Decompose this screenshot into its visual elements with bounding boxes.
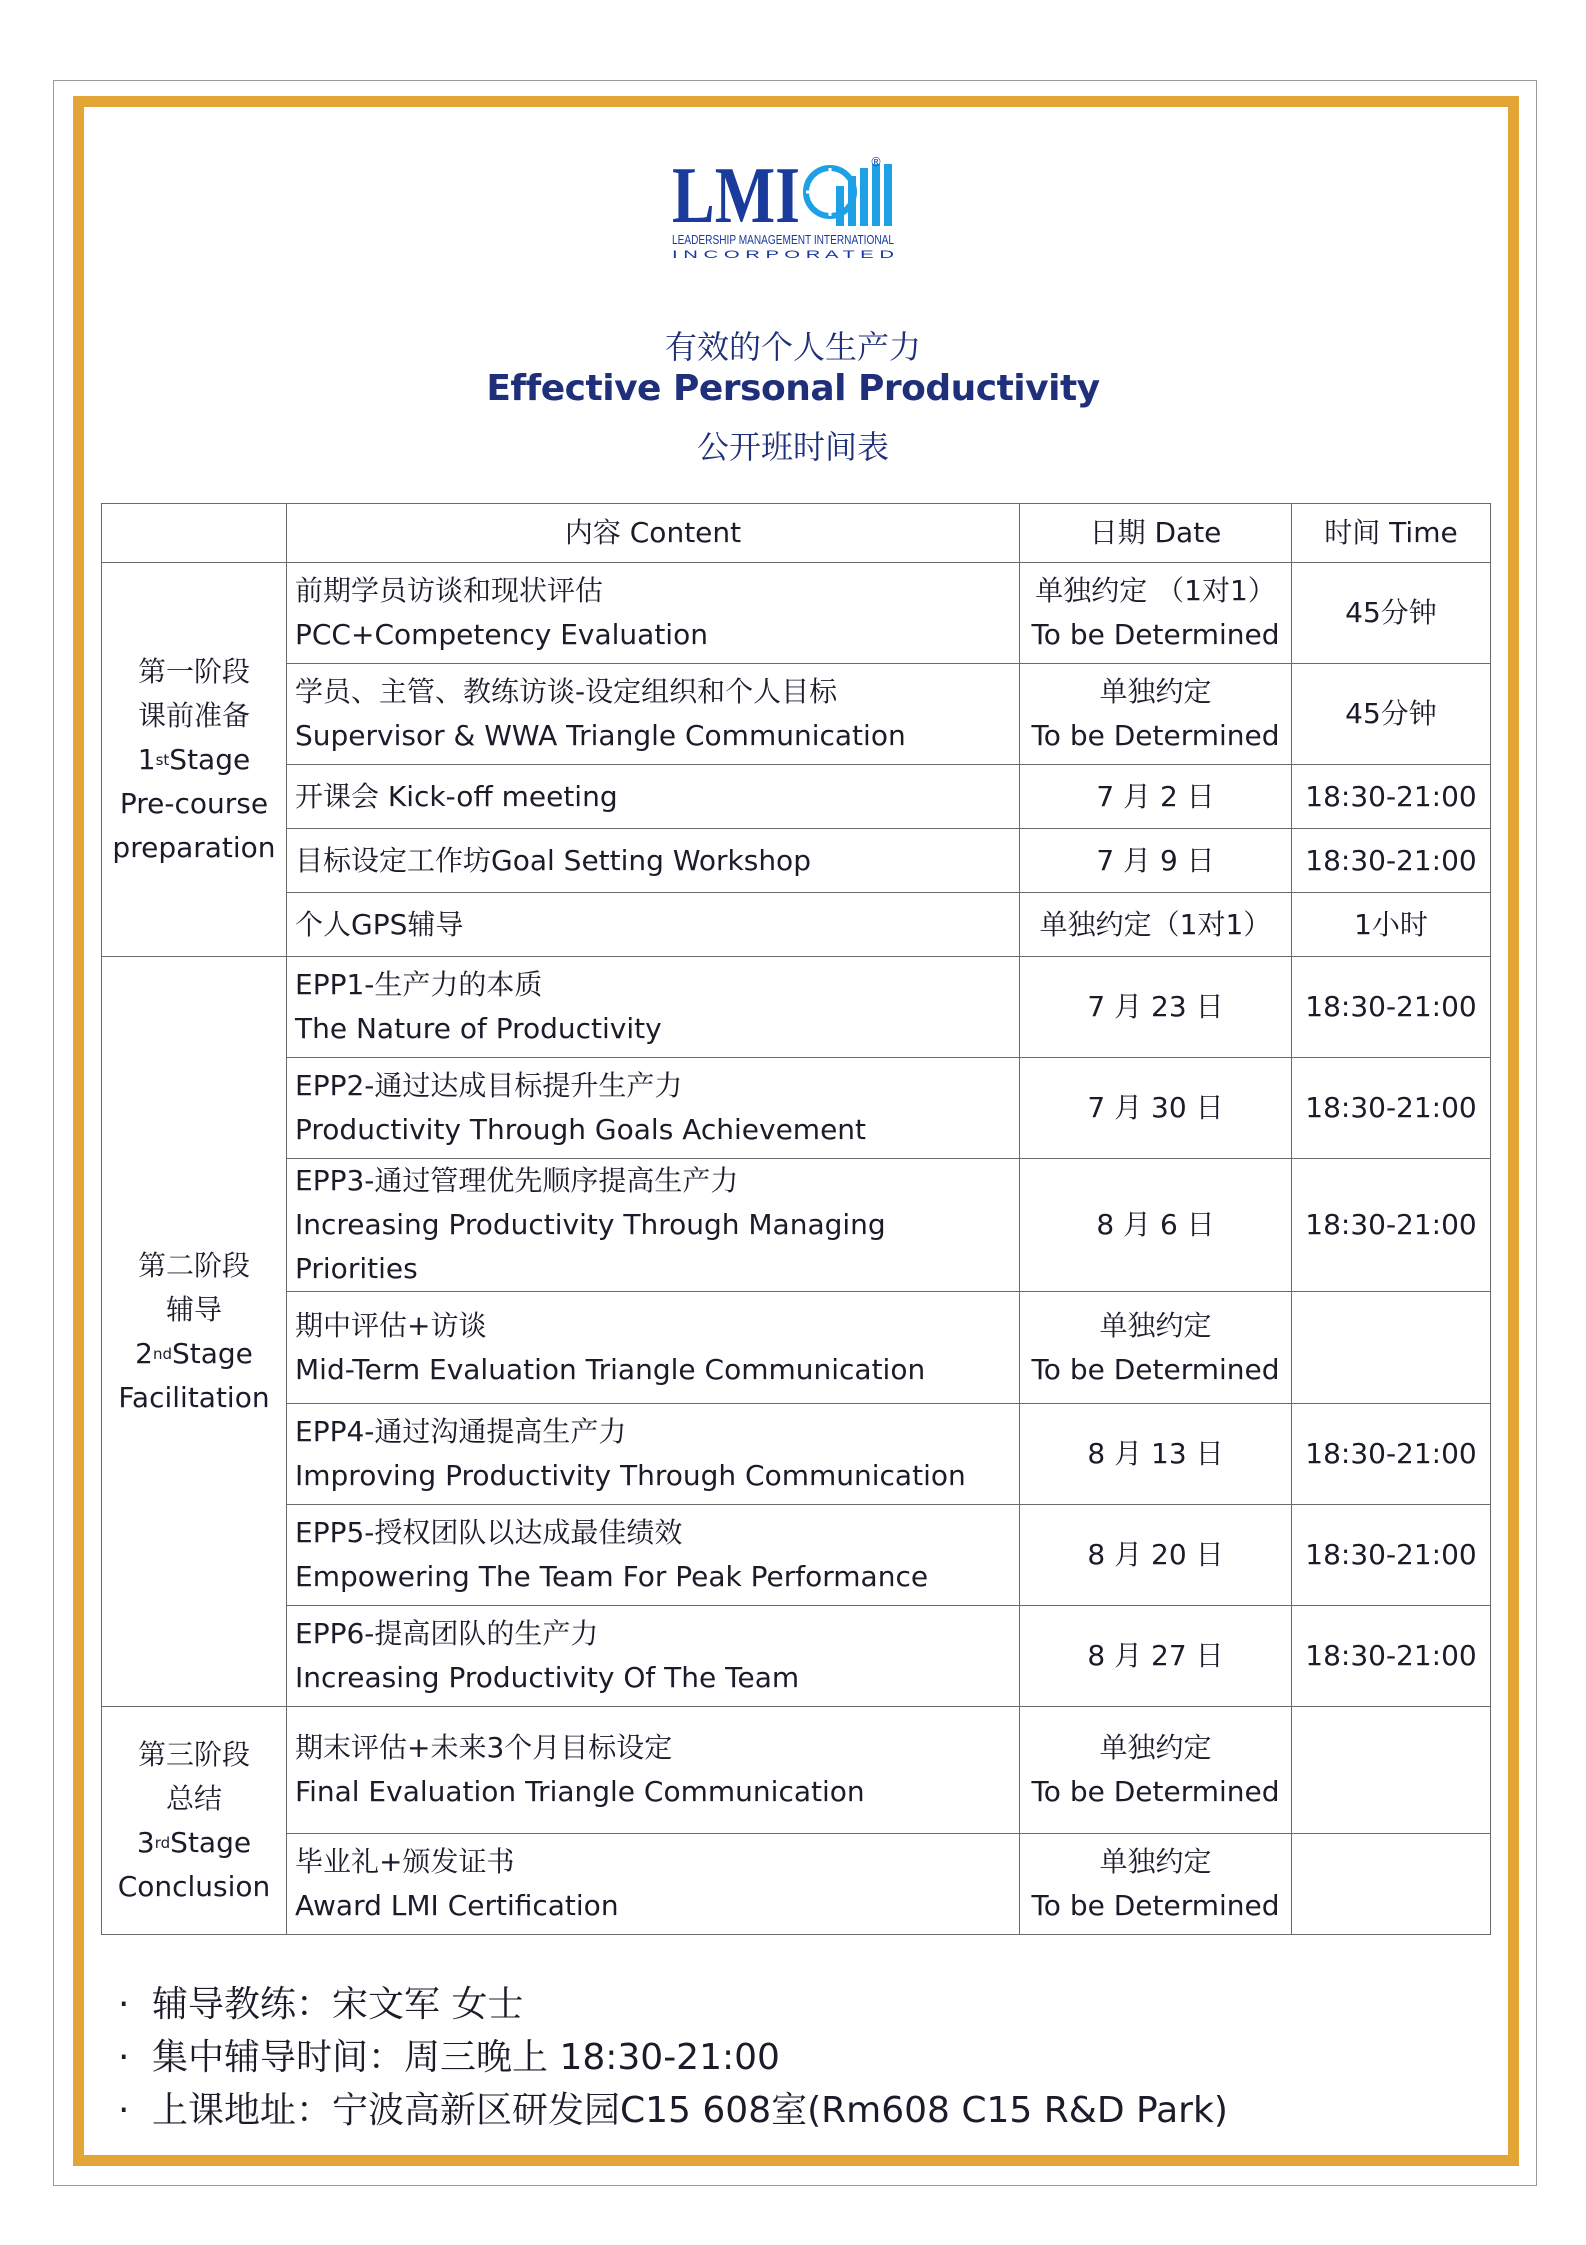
stage-3-label xyxy=(102,1821,286,1865)
stage-1-label xyxy=(102,738,286,782)
header-stage xyxy=(102,504,287,563)
footer-coach-text: 辅导教练：宋文军 女士 xyxy=(152,1984,524,2025)
stage-2-label xyxy=(102,1332,286,1376)
date-cell xyxy=(1020,1292,1292,1404)
content-en: Mid-Term Evaluation Triangle Communication xyxy=(295,1352,926,1386)
stage-2-num: 2 xyxy=(135,1336,153,1370)
date-cell: 单独约定（1对1） xyxy=(1020,893,1292,957)
subtitle-schedule: 公开班时间表 xyxy=(696,428,889,466)
content-cn: EPP2-通过达成目标提升生产力 xyxy=(295,1069,683,1102)
stage-3-en1: Conclusion xyxy=(117,1869,271,1903)
table-row xyxy=(102,1505,1491,1606)
stage-2-cell xyxy=(102,957,287,1707)
date-cell: 7 月 30 日 xyxy=(1020,1058,1292,1159)
date-cell: 7 月 2 日 xyxy=(1020,765,1292,829)
content-cn: 毕业礼+颁发证书 xyxy=(295,1845,515,1878)
time-cell xyxy=(1292,1834,1491,1935)
date-en: To be Determined xyxy=(1031,719,1280,752)
time-cell: 18:30-21:00 xyxy=(1292,829,1491,893)
footer-address xyxy=(118,2082,1228,2133)
header-date: 日期 Date xyxy=(1020,504,1292,563)
table-row xyxy=(102,1404,1491,1505)
schedule-table xyxy=(101,503,1491,1935)
time-cell xyxy=(1292,1707,1491,1834)
content-cell: 目标设定工作坊Goal Setting Workshop xyxy=(287,829,1020,893)
time-cell: 45分钟 xyxy=(1292,664,1491,765)
registered-mark: ® xyxy=(870,155,882,169)
content-en: Productivity Through Goals Achievement xyxy=(295,1113,867,1146)
stage-3-sup: rd xyxy=(154,1833,171,1852)
content-cell xyxy=(287,1292,1020,1404)
lmi-logo-mark: LMI xyxy=(672,152,800,240)
stage-1-cell xyxy=(102,563,287,957)
bullet-icon: · xyxy=(118,2037,130,2078)
content-cell xyxy=(287,664,1020,765)
content-cell xyxy=(287,1606,1020,1707)
date-cn: 单独约定 xyxy=(1099,1731,1212,1764)
time-cell: 18:30-21:00 xyxy=(1292,1159,1491,1292)
content-cell xyxy=(287,1707,1020,1834)
header-time: 时间 Time xyxy=(1292,504,1491,563)
content-cn: EPP5-授权团队以达成最佳绩效 xyxy=(295,1516,683,1549)
time-cell: 18:30-21:00 xyxy=(1292,765,1491,829)
stage-3-cn2: 总结 xyxy=(165,1781,222,1815)
stage-2-cn2: 辅导 xyxy=(165,1292,222,1326)
time-cell: 1小时 xyxy=(1292,893,1491,957)
date-cn: 单独约定 xyxy=(1099,1308,1212,1342)
stage-2-cn1: 第二阶段 xyxy=(137,1248,250,1282)
content-cell xyxy=(287,1834,1020,1935)
lmi-logo-line1: LEADERSHIP MANAGEMENT INTERNATIONAL xyxy=(672,232,894,247)
title-chinese: 有效的个人生产力 xyxy=(664,328,921,366)
content-en: Final Evaluation Triangle Communication xyxy=(295,1775,865,1808)
content-en: The Nature of Productivity xyxy=(295,1012,662,1045)
stage-1-cn2: 课前准备 xyxy=(137,698,250,732)
content-cn: 前期学员访谈和现状评估 xyxy=(295,574,604,607)
content-cell xyxy=(287,1058,1020,1159)
content-en-2: Priorities xyxy=(295,1252,418,1285)
date-cell xyxy=(1020,563,1292,664)
footer-coach xyxy=(118,1976,523,2027)
stage-3-cn1: 第三阶段 xyxy=(137,1737,250,1771)
time-cell: 18:30-21:00 xyxy=(1292,1404,1491,1505)
date-cn: 单独约定 （1对1） xyxy=(1035,574,1276,607)
content-cell: 开课会 Kick-off meeting xyxy=(287,765,1020,829)
table-row xyxy=(102,664,1491,765)
content-en: Improving Productivity Through Communication xyxy=(295,1459,966,1492)
stage-2-word: Stage xyxy=(171,1336,253,1370)
lmi-logo-line2: I N C O R P O R A T E D xyxy=(672,249,895,261)
table-row xyxy=(102,765,1491,829)
content-en: Increasing Productivity Through Managing xyxy=(295,1208,886,1241)
bullet-icon: · xyxy=(118,2090,130,2131)
content-cn: 期中评估+访谈 xyxy=(295,1308,487,1342)
header-content: 内容 Content xyxy=(287,504,1020,563)
table-row xyxy=(102,1834,1491,1935)
globe-icon xyxy=(806,164,892,226)
date-en: To be Determined xyxy=(1031,618,1280,651)
time-cell: 18:30-21:00 xyxy=(1292,1505,1491,1606)
content-cell xyxy=(287,1159,1020,1292)
date-en: To be Determined xyxy=(1031,1352,1280,1386)
stage-1-word: Stage xyxy=(169,742,251,776)
stage-1-sup: st xyxy=(155,750,170,769)
content-cell: 个人GPS辅导 xyxy=(287,893,1020,957)
title-english: Effective Personal Productivity xyxy=(486,368,1100,409)
date-cn: 单独约定 xyxy=(1099,675,1212,708)
table-row xyxy=(102,563,1491,664)
content-cn: EPP1-生产力的本质 xyxy=(295,968,543,1001)
date-cell xyxy=(1020,1707,1292,1834)
footer-time xyxy=(118,2029,780,2080)
content-cn: 学员、主管、教练访谈-设定组织和个人目标 xyxy=(295,675,838,708)
date-cell: 8 月 6 日 xyxy=(1020,1159,1292,1292)
stage-1-num: 1 xyxy=(137,742,156,776)
stage-2-sup: nd xyxy=(152,1344,172,1363)
footer-address-text: 上课地址：宁波高新区研发园C15 608室(Rm608 C15 R&D Park) xyxy=(152,2090,1228,2131)
stage-1-cn1: 第一阶段 xyxy=(137,654,250,688)
stage-3-word: Stage xyxy=(170,1825,252,1859)
table-row xyxy=(102,893,1491,957)
content-cell xyxy=(287,1404,1020,1505)
content-en: Empowering The Team For Peak Performance xyxy=(295,1560,929,1593)
date-cn: 单独约定 xyxy=(1099,1845,1212,1878)
date-en: To be Determined xyxy=(1031,1775,1280,1808)
content-en: PCC+Competency Evaluation xyxy=(295,618,708,651)
table-row xyxy=(102,829,1491,893)
table-header-row xyxy=(102,504,1491,563)
content-cell xyxy=(287,957,1020,1058)
content-cell xyxy=(287,1505,1020,1606)
date-cell: 7 月 23 日 xyxy=(1020,957,1292,1058)
date-cell xyxy=(1020,664,1292,765)
table-row xyxy=(102,1292,1491,1404)
stage-1-en2: preparation xyxy=(112,830,276,864)
stage-3-cell xyxy=(102,1707,287,1935)
date-en: To be Determined xyxy=(1031,1889,1280,1922)
time-cell: 45分钟 xyxy=(1292,563,1491,664)
date-cell xyxy=(1020,1834,1292,1935)
date-cell: 8 月 27 日 xyxy=(1020,1606,1292,1707)
date-cell: 8 月 20 日 xyxy=(1020,1505,1292,1606)
bullet-icon: · xyxy=(118,1984,130,2025)
lmi-logo xyxy=(670,152,900,298)
time-cell xyxy=(1292,1292,1491,1404)
time-cell: 18:30-21:00 xyxy=(1292,957,1491,1058)
time-cell: 18:30-21:00 xyxy=(1292,1606,1491,1707)
content-en: Increasing Productivity Of The Team xyxy=(295,1661,800,1694)
content-cn: 期末评估+未来3个月目标设定 xyxy=(295,1731,673,1764)
table-row xyxy=(102,1606,1491,1707)
content-en: Supervisor & WWA Triangle Communication xyxy=(295,719,906,752)
content-cn: EPP3-通过管理优先顺序提高生产力 xyxy=(295,1164,739,1197)
table-row xyxy=(102,957,1491,1058)
table-row xyxy=(102,1159,1491,1292)
table-row xyxy=(102,1707,1491,1834)
content-cn: EPP6-提高团队的生产力 xyxy=(295,1617,599,1650)
date-cell: 8 月 13 日 xyxy=(1020,1404,1292,1505)
stage-3-num: 3 xyxy=(136,1825,155,1859)
content-cell xyxy=(287,563,1020,664)
content-en: Award LMI Certification xyxy=(295,1889,619,1922)
date-cell: 7 月 9 日 xyxy=(1020,829,1292,893)
stage-1-en1: Pre-course xyxy=(119,786,269,820)
table-row xyxy=(102,1058,1491,1159)
stage-2-en1: Facilitation xyxy=(118,1380,270,1414)
time-cell: 18:30-21:00 xyxy=(1292,1058,1491,1159)
content-cn: EPP4-通过沟通提高生产力 xyxy=(295,1415,627,1448)
footer-time-text: 集中辅导时间：周三晚上 18:30-21:00 xyxy=(152,2037,780,2078)
